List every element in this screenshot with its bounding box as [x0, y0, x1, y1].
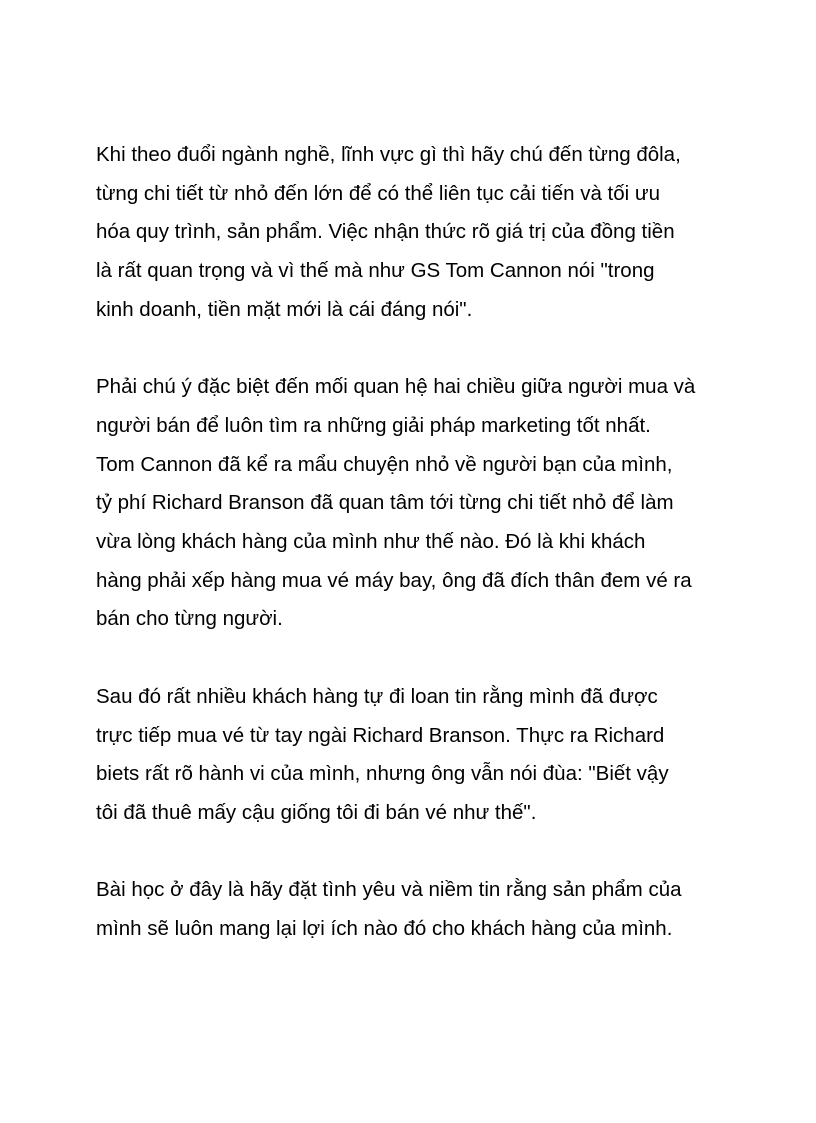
paragraph-line: Tom Cannon đã kể ra mẩu chuyện nhỏ về người bạn của mình,: [96, 452, 673, 476]
paragraph-line: Bài học ở đây là hãy đặt tình yêu và niềm tin rằng sản phẩm của: [96, 878, 682, 902]
paragraph-1: [96, 136, 736, 330]
document-body: [96, 136, 736, 987]
paragraph-line: người bán để luôn tìm ra những giải pháp marketing tốt nhất.: [96, 413, 651, 437]
paragraph-line: là rất quan trọng và vì thế mà như GS Tom Cannon nói "trong: [96, 259, 655, 283]
paragraph-line: Khi theo đuổi ngành nghề, lĩnh vực gì thì hãy chú đến từng đôla,: [96, 143, 681, 166]
paragraph-line: vừa lòng khách hàng của mình như thế nào. Đó là khi khách: [96, 530, 646, 554]
paragraph-line: kinh doanh, tiền mặt mới là cái đáng nói".: [96, 297, 473, 321]
paragraph-line: từng chi tiết từ nhỏ đến lớn để có thể liên tục cải tiến và tối ưu: [96, 181, 661, 205]
paragraph-line: Sau đó rất nhiều khách hàng tự đi loan tin rằng mình đã được: [96, 684, 658, 708]
paragraph-3: [96, 678, 736, 833]
paragraph-2: [96, 368, 736, 639]
paragraph-line: hàng phải xếp hàng mua vé máy bay, ông đã đích thân đem vé ra: [96, 568, 692, 592]
paragraph-line: tỷ phí Richard Branson đã quan tâm tới từng chi tiết nhỏ để làm: [96, 491, 674, 515]
paragraph-line: Phải chú ý đặc biệt đến mối quan hệ hai chiều giữa người mua và: [96, 375, 696, 399]
paragraph-line: mình sẽ luôn mang lại lợi ích nào đó cho khách hàng của mình.: [96, 917, 673, 941]
paragraph-line: trực tiếp mua vé từ tay ngài Richard Branson. Thực ra Richard: [96, 723, 665, 747]
paragraph-line: tôi đã thuê mấy cậu giống tôi đi bán vé như thế".: [96, 800, 537, 824]
paragraph-4: [96, 871, 736, 948]
paragraph-line: hóa quy trình, sản phẩm. Việc nhận thức rõ giá trị của đồng tiền: [96, 220, 675, 244]
paragraph-line: biets rất rõ hành vi của mình, nhưng ông vẫn nói đùa: "Biết vậy: [96, 762, 669, 786]
paragraph-line: bán cho từng người.: [96, 607, 283, 631]
